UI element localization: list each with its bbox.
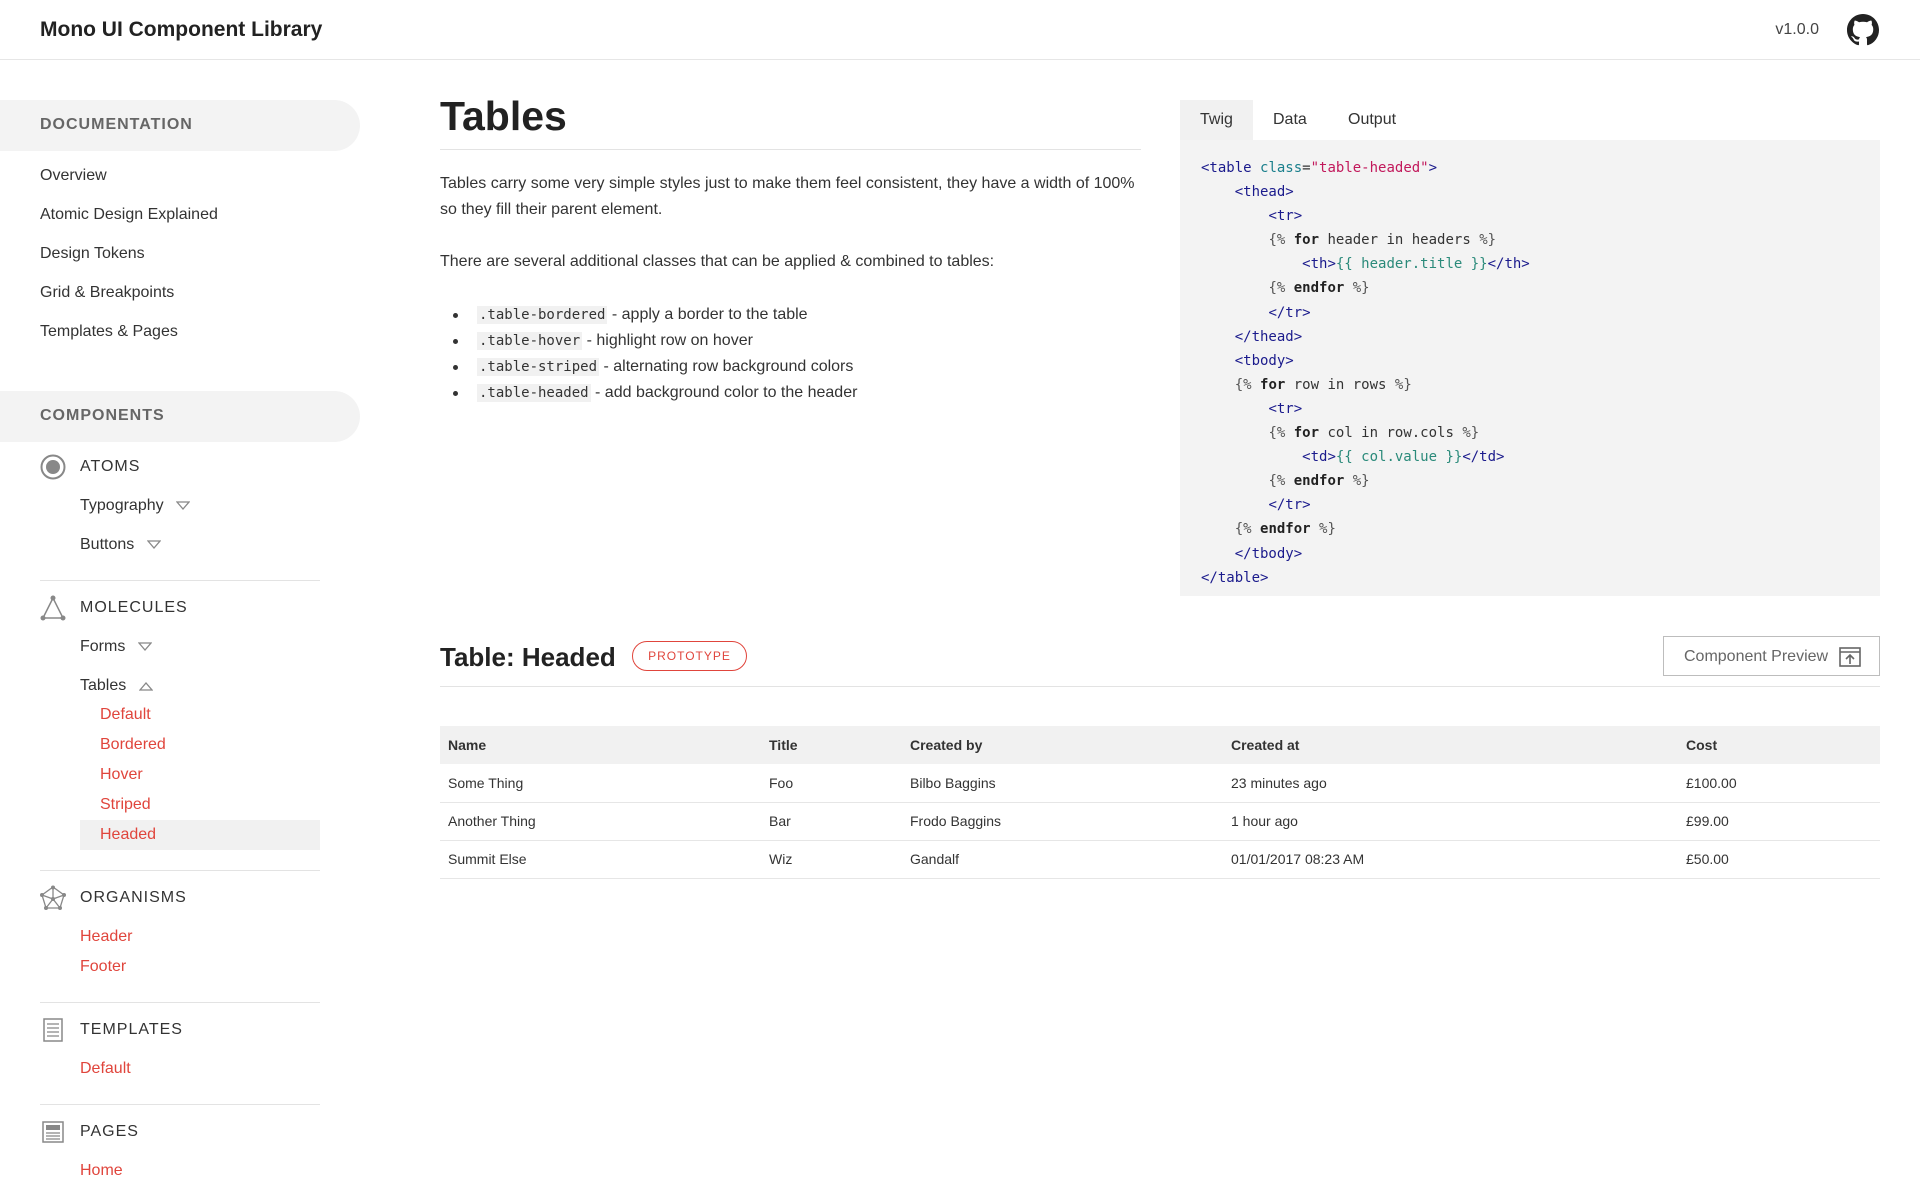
cell-name: Another Thing: [440, 802, 761, 840]
category-molecules-label: MOLECULES: [80, 599, 188, 616]
documentation-section-header: [0, 100, 360, 151]
sidebar-item-footer[interactable]: Footer: [80, 958, 127, 975]
buttons-label: Buttons: [80, 536, 135, 553]
sidebar-item-template-default[interactable]: Default: [80, 1060, 131, 1077]
sidebar-divider: [40, 1002, 320, 1003]
category-pages[interactable]: [40, 1119, 340, 1149]
list-item: [440, 328, 1140, 354]
forms-label: Forms: [80, 638, 126, 655]
sidebar-link-grid-breakpoints[interactable]: Grid & Breakpoints: [40, 284, 175, 301]
tab-output[interactable]: Output: [1348, 111, 1397, 128]
brand-title[interactable]: Mono UI Component Library: [40, 18, 323, 41]
molecule-icon: [40, 595, 66, 621]
chevron-down-icon: [176, 501, 190, 511]
category-molecules[interactable]: [40, 595, 340, 625]
documentation-label: DOCUMENTATION: [40, 116, 193, 133]
table-row: [440, 802, 1880, 840]
tab-twig[interactable]: Twig: [1180, 100, 1253, 140]
category-atoms-label: ATOMS: [80, 458, 141, 475]
intro-paragraph: Tables carry some very simple styles just to make them feel consistent, they have a width of 100% so they fill their parent element.: [440, 175, 1135, 218]
table-header-row: [440, 726, 1880, 764]
typography-label: Typography: [80, 497, 164, 514]
column-header-name: Name: [440, 726, 761, 764]
sidebar-item-header[interactable]: Header: [80, 928, 133, 945]
cell-created-at: 23 minutes ago: [1223, 764, 1678, 802]
column-header-created-by: Created by: [902, 726, 1223, 764]
category-templates[interactable]: [40, 1017, 340, 1047]
top-header: [0, 0, 1920, 60]
sidebar-link-overview[interactable]: Overview: [40, 167, 107, 184]
sidebar-item-tables[interactable]: [80, 677, 153, 695]
cell-name: Summit Else: [440, 840, 761, 878]
sidebar-item-table-headed[interactable]: Headed: [100, 826, 157, 843]
sidebar-divider: [40, 870, 320, 871]
open-in-window-icon: [1839, 647, 1861, 667]
sidebar-item-typography[interactable]: [80, 497, 190, 515]
sidebar-divider: [40, 580, 320, 581]
class-description: - add background color to the header: [590, 384, 858, 401]
table-row: [440, 840, 1880, 878]
section-divider: [440, 686, 1880, 687]
sidebar-item-table-hover[interactable]: Hover: [100, 766, 143, 783]
example-table: [440, 726, 1880, 879]
page-icon: [40, 1119, 66, 1145]
column-header-created-at: Created at: [1223, 726, 1678, 764]
class-code: .table-headed: [479, 385, 589, 401]
chevron-down-icon: [147, 540, 161, 550]
organism-icon: [40, 885, 66, 911]
category-atoms[interactable]: [40, 454, 340, 484]
github-icon[interactable]: [1847, 14, 1879, 46]
example-title: Table: Headed: [440, 642, 616, 672]
sidebar-link-templates-pages[interactable]: Templates & Pages: [40, 323, 178, 340]
class-list: [440, 302, 1140, 406]
sidebar-link-design-tokens[interactable]: Design Tokens: [40, 245, 145, 262]
sidebar-divider: [40, 1104, 320, 1105]
sidebar-item-home[interactable]: Home: [80, 1162, 123, 1179]
class-code: .table-striped: [479, 359, 598, 375]
sidebar-item-table-default[interactable]: Default: [100, 706, 151, 723]
list-item: [440, 354, 1140, 380]
column-header-cost: Cost: [1678, 726, 1880, 764]
sidebar-link-atomic-design[interactable]: Atomic Design Explained: [40, 206, 218, 223]
components-section-header: [0, 391, 360, 442]
components-label: COMPONENTS: [40, 407, 165, 424]
class-code: .table-bordered: [479, 307, 606, 323]
cell-title: Bar: [761, 802, 902, 840]
sidebar-item-table-striped[interactable]: Striped: [100, 796, 151, 813]
class-description: - alternating row background colors: [599, 358, 854, 375]
cell-created-by: Gandalf: [902, 840, 1223, 878]
sidebar-item-forms[interactable]: [80, 638, 152, 656]
category-pages-label: PAGES: [80, 1123, 139, 1140]
sidebar-item-table-bordered[interactable]: Bordered: [100, 736, 166, 753]
classes-intro-paragraph: There are several additional classes that can be applied & combined to tables:: [440, 253, 995, 270]
class-description: - apply a border to the table: [607, 306, 808, 323]
cell-title: Wiz: [761, 840, 902, 878]
code-block[interactable]: [1180, 140, 1880, 596]
list-item: [440, 380, 1140, 406]
sidebar-item-buttons[interactable]: [80, 536, 161, 554]
cell-created-by: Frodo Baggins: [902, 802, 1223, 840]
sidebar: [0, 60, 360, 1200]
table-row: [440, 764, 1880, 802]
title-divider: [440, 149, 1141, 150]
atom-icon: [40, 454, 66, 480]
class-description: - highlight row on hover: [582, 332, 753, 349]
preview-button-label: Component Preview: [1684, 648, 1829, 665]
category-organisms-label: ORGANISMS: [80, 889, 187, 906]
version-label: v1.0.0: [1775, 21, 1819, 38]
tab-data[interactable]: Data: [1273, 111, 1307, 128]
cell-title: Foo: [761, 764, 902, 802]
status-badge: PROTOTYPE: [632, 641, 747, 671]
cell-cost: £99.00: [1678, 802, 1880, 840]
class-code: .table-hover: [479, 333, 581, 349]
page-title: Tables: [440, 93, 567, 139]
cell-cost: £50.00: [1678, 840, 1880, 878]
category-organisms[interactable]: [40, 885, 340, 915]
column-header-title: Title: [761, 726, 902, 764]
template-icon: [40, 1017, 66, 1043]
category-templates-label: TEMPLATES: [80, 1021, 183, 1038]
cell-created-by: Bilbo Baggins: [902, 764, 1223, 802]
tables-label: Tables: [80, 677, 127, 694]
cell-created-at: 1 hour ago: [1223, 802, 1678, 840]
cell-name: Some Thing: [440, 764, 761, 802]
cell-created-at: 01/01/2017 08:23 AM: [1223, 840, 1678, 878]
component-preview-button[interactable]: [1663, 636, 1880, 676]
cell-cost: £100.00: [1678, 764, 1880, 802]
chevron-down-icon: [138, 642, 152, 652]
chevron-up-icon: [139, 681, 153, 691]
code-content: <table class="table-headed"> <thead> <tr> {% for header in headers %} <th>{{ header.title }}</th> {% endfor %} </tr> </thead> <tbody> {% for row in rows %} <tr> {% for col in row.cols %} <td>{{ col.value }}</td> {% endfor %} </tr> {% endfor %} </tbody> </table>: [1201, 160, 1530, 586]
list-item: [440, 302, 1140, 328]
